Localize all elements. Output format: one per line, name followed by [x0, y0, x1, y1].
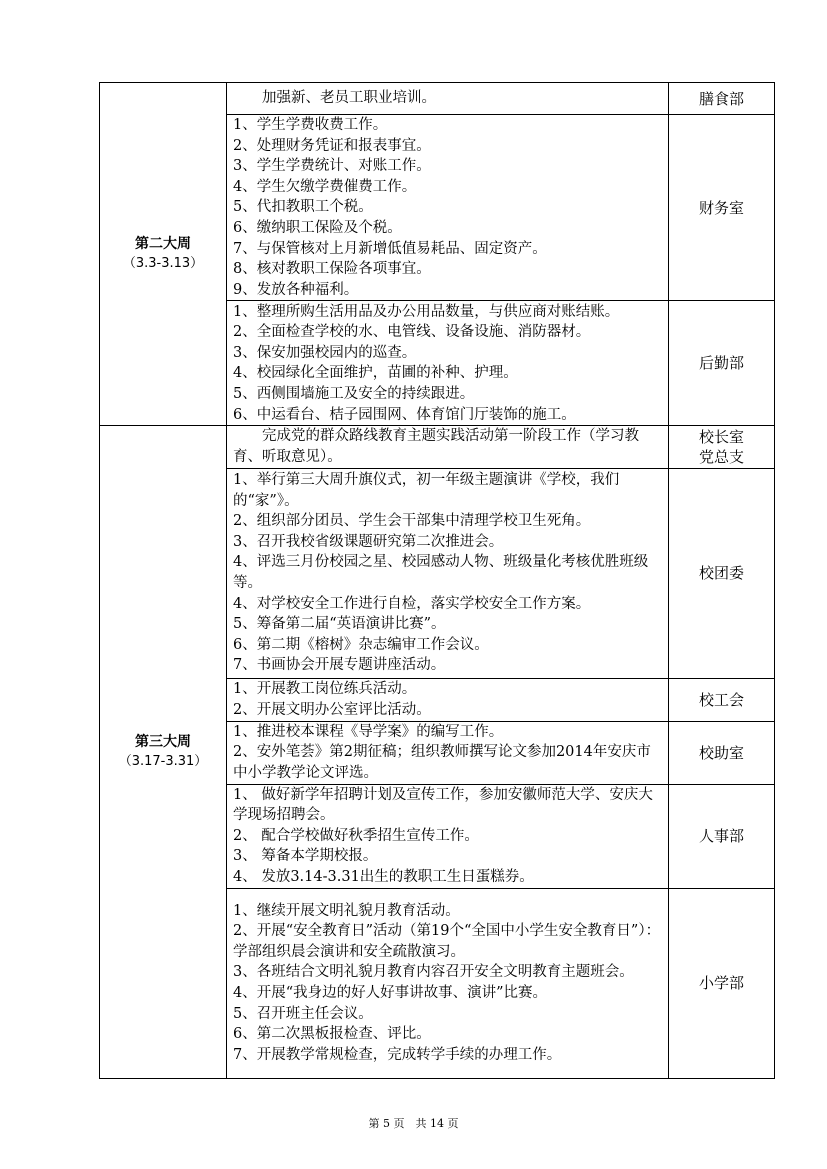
- task-item: 6、第二期《榕树》杂志编审工作会议。: [233, 636, 489, 653]
- task-item: 1、继续开展文明礼貌月教育活动。: [233, 902, 460, 919]
- task-item: 7、与保管核对上月新增低值易耗品、固定资产。: [233, 240, 547, 257]
- task-item: 8、核对教职工保险各项事宜。: [233, 261, 431, 278]
- task-item: 9、发放各种福利。: [233, 281, 359, 298]
- dept-cell: [669, 468, 775, 678]
- dept-name: 校助室: [698, 743, 744, 762]
- dept-name: 膳食部: [698, 89, 744, 108]
- task-item: 完成党的群众路线教育主题实践活动第一阶段工作（学习教育、听取意见）。: [233, 428, 639, 465]
- table-row: [100, 426, 775, 468]
- dept-name: 小学部: [698, 974, 744, 993]
- task-item: 6、缴纳职工保险及个税。: [233, 219, 402, 236]
- task-item: 2、全面检查学校的水、电管线、设备设施、消防器材。: [233, 324, 591, 341]
- task-cell: [227, 784, 669, 888]
- dept-name: 校工会: [698, 690, 744, 709]
- task-item: 5、西侧围墙施工及安全的持续跟进。: [233, 385, 475, 402]
- task-cell: [227, 115, 669, 301]
- dept-cell: [669, 721, 775, 784]
- task-item: 4、开展“我身边的好人好事讲故事、演讲”比赛。: [233, 985, 548, 1002]
- page-footer: 第 5 页 共 14 页: [368, 1117, 459, 1130]
- task-item: 6、中运看台、桔子园围网、体育馆门厅装饰的施工。: [233, 406, 576, 423]
- task-item: 1、学生学费收费工作。: [233, 117, 388, 133]
- task-item: 2、安外笔荟》第2期征稿；组织教师撰写论文参加2014年安庆市中小学教学论文评选。: [233, 744, 651, 781]
- task-item: 2、开展文明办公室评比活动。: [233, 701, 431, 718]
- task-cell: [227, 301, 669, 426]
- week-range: （3.3-3.13）: [122, 256, 204, 272]
- task-item: 1、 做好新学年招聘计划及宣传工作，参加安徽师范大学、安庆大学现场招聘会。: [233, 786, 653, 824]
- dept-cell: [669, 888, 775, 1078]
- schedule-table: [99, 82, 775, 1079]
- dept-name: 校团委: [698, 564, 744, 583]
- dept-cell: [669, 301, 775, 426]
- task-item: 7、书画协会开展专题讲座活动。: [233, 657, 446, 674]
- task-item: 5、筹备第二届“英语演讲比赛”。: [233, 616, 446, 633]
- dept-cell: [669, 115, 775, 301]
- task-item: 5、召开班主任会议。: [233, 1005, 373, 1022]
- task-item: 7、开展教学常规检查，完成转学手续的办理工作。: [233, 1046, 562, 1063]
- task-item: 1、举行第三大周升旗仪式，初一年级主题演讲《学校，我们的“家”》。: [233, 472, 620, 509]
- task-item: 4、学生欠缴学费催费工作。: [233, 178, 417, 195]
- task-item: 3、学生学费统计、对账工作。: [233, 158, 431, 175]
- week-cell: [100, 426, 227, 1078]
- task-item: 3、 筹备本学期校报。: [233, 848, 378, 865]
- task-item: 6、第二次黑板报检查、评比。: [233, 1026, 431, 1043]
- week-range: （3.17-3.31）: [118, 753, 208, 769]
- task-item: 4、 发放3.14-3.31出生的教职工生日蛋糕券。: [233, 868, 534, 885]
- task-item: 4、对学校安全工作进行自检，落实学校安全工作方案。: [233, 595, 591, 612]
- dept-name: 党总支: [698, 447, 744, 466]
- dept-name: 后勤部: [698, 354, 744, 373]
- dept-name: 人事部: [698, 827, 744, 846]
- task-item: 1、推进校本课程《导学案》的编写工作。: [233, 723, 504, 740]
- task-cell: [227, 888, 669, 1078]
- task-item: 4、评选三月份校园之星、校园感动人物、班级量化考核优胜班级等。: [233, 554, 649, 592]
- dept-name: 财务室: [698, 198, 744, 217]
- task-item: 2、 配合学校做好秋季招生宣传工作。: [233, 827, 479, 844]
- task-cell: [227, 678, 669, 721]
- task-item: 1、整理所购生活用品及办公用品数量，与供应商对账结账。: [233, 303, 620, 320]
- task-cell: [227, 83, 669, 115]
- dept-cell: [669, 678, 775, 721]
- task-cell: [227, 468, 669, 678]
- task-cell: [227, 721, 669, 784]
- task-cell: [227, 426, 669, 468]
- table-row: [100, 83, 775, 115]
- dept-name: 校长室: [698, 427, 744, 446]
- dept-cell: [669, 83, 775, 115]
- task-item: 2、处理财务凭证和报表事宜。: [233, 137, 431, 154]
- task-item: 5、代扣教职工个税。: [233, 199, 373, 216]
- week-name: 第二大周: [135, 236, 191, 253]
- task-item: 1、开展教工岗位练兵活动。: [233, 680, 417, 697]
- dept-cell: [669, 784, 775, 888]
- task-item: 3、保安加强校园内的巡查。: [233, 344, 417, 361]
- task-item: 2、开展“安全教育日”活动（第19个“全国中小学生安全教育日”）：学部组织晨会演讲和安全疏散演习。: [233, 923, 661, 960]
- task-item: 3、召开我校省级课题研究第二次推进会。: [233, 533, 504, 550]
- task-item: 2、组织部分团员、学生会干部集中清理学校卫生死角。: [233, 513, 591, 530]
- task-item: 4、校园绿化全面维护，苗圃的补种、护理。: [233, 365, 518, 382]
- task-item: 加强新、老员工职业培训。: [262, 90, 436, 107]
- week-name: 第三大周: [135, 733, 191, 750]
- dept-cell: [669, 426, 775, 468]
- task-item: 3、各班结合文明礼貌月教育内容召开安全文明教育主题班会。: [233, 964, 634, 981]
- week-cell: [100, 83, 227, 426]
